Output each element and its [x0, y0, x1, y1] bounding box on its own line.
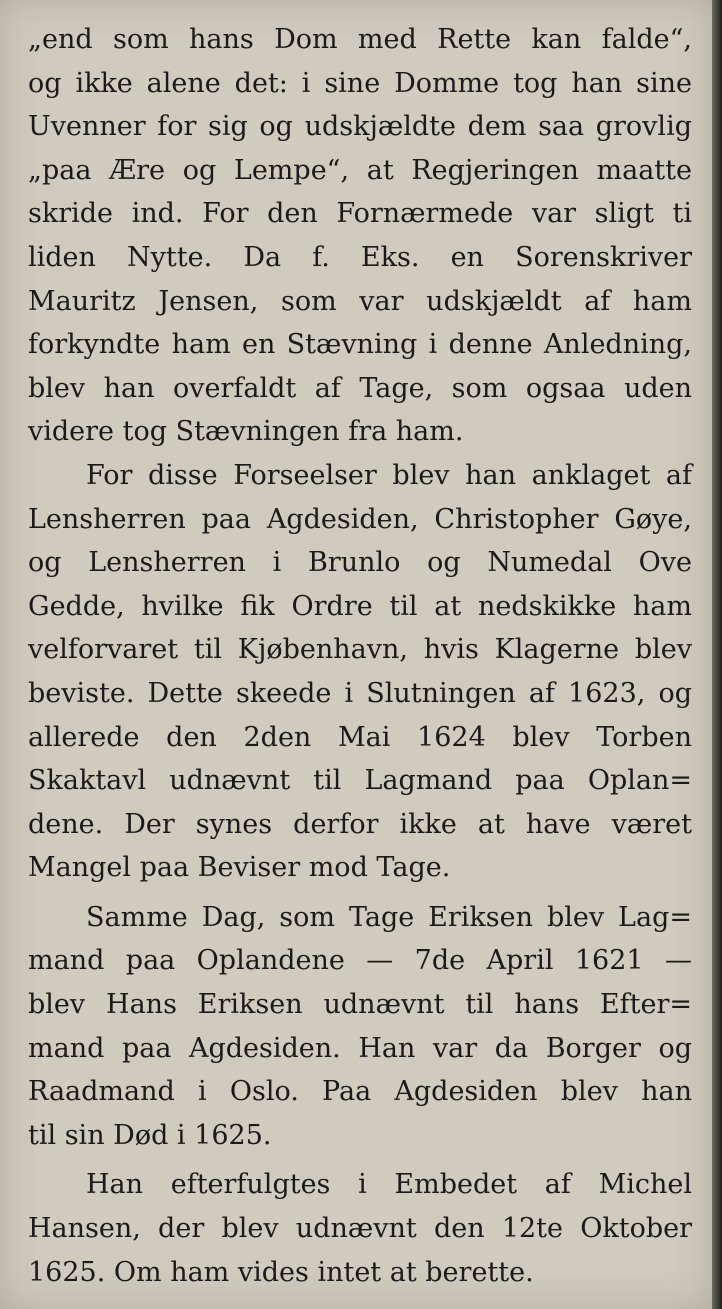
- text-line: For disse Forseelser blev han anklaget af: [86, 459, 692, 491]
- text-line: skride ind. For den Fornærmede var sligt ti: [28, 198, 692, 230]
- text-line: Skaktavl udnævnt til Lagmand paa Oplan=: [28, 765, 692, 797]
- text-line: dene. Der synes derfor ikke at have været: [28, 808, 692, 840]
- text-line: Samme Dag, som Tage Eriksen blev Lag=: [86, 901, 692, 933]
- text-line: mand paa Oplandene — 7de April 1621 —: [28, 945, 692, 977]
- text-line: 1625. Om ham vides intet at berette.: [28, 1256, 534, 1288]
- text-line: blev han overfaldt af Tage, som ogsaa uden: [28, 372, 692, 404]
- text-line: til sin Død i 1625.: [28, 1119, 272, 1151]
- text-line: og Lensherren i Brunlo og Numedal Ove: [28, 547, 692, 579]
- text-line: liden Nytte. Da f. Eks. en Sorenskriver: [28, 241, 692, 273]
- text-line: Mauritz Jensen, som var udskjældt af ham: [28, 285, 692, 317]
- paragraph-3: [28, 896, 692, 1158]
- text-line: forkyndte ham en Stævning i denne Anledning,: [28, 329, 692, 361]
- text-line: „paa Ære og Lempe“, at Regjeringen maatte: [28, 154, 692, 186]
- text-line: Raadmand i Oslo. Paa Agdesiden blev han: [28, 1076, 692, 1108]
- text-line: Han efterfulgtes i Embedet af Michel: [86, 1169, 692, 1201]
- text-line: mand paa Agdesiden. Han var da Borger og: [28, 1032, 692, 1064]
- text-line: Uvenner for sig og udskjældte dem saa grovlig: [28, 111, 692, 143]
- text-line: velforvaret til Kjøbenhavn, hvis Klagerne blev: [28, 634, 692, 666]
- text-line: blev Hans Eriksen udnævnt til hans Efter=: [28, 989, 692, 1021]
- text-line: og ikke alene det: i sine Domme tog han sine: [28, 67, 692, 99]
- paragraph-4: [28, 1163, 692, 1294]
- text-line: beviste. Dette skeede i Slutningen af 1623, og: [28, 677, 692, 709]
- page-edge-shadow: [712, 0, 722, 1309]
- text-line: Lensherren paa Agdesiden, Christopher Gøye,: [28, 503, 692, 535]
- text-line: „end som hans Dom med Rette kan falde“,: [28, 24, 692, 55]
- text-line: allerede den 2den Mai 1624 blev Torben: [28, 721, 692, 753]
- text-line: videre tog Stævningen fra ham.: [28, 416, 464, 448]
- text-line: Hansen, der blev udnævnt den 12te Oktober: [28, 1213, 692, 1245]
- text-line: Gedde, hvilke fik Ordre til at nedskikke ham: [28, 590, 692, 622]
- paragraph-1: [28, 18, 692, 454]
- text-line: Mangel paa Beviser mod Tage.: [28, 852, 451, 884]
- paragraph-2: [28, 454, 692, 890]
- article-text: [28, 18, 692, 1294]
